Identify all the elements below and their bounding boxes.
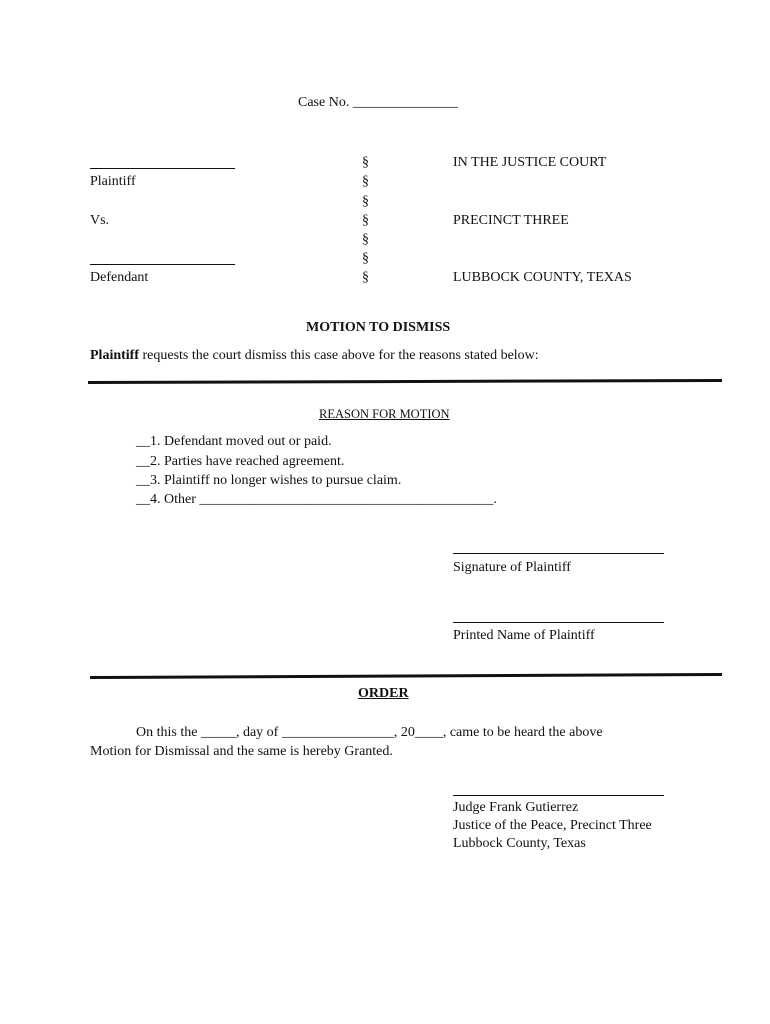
reason-option[interactable]: __4. Other __________________________________________.	[136, 492, 497, 507]
defendant-label: Defendant	[90, 270, 149, 285]
reason-heading: REASON FOR MOTION	[319, 407, 450, 421]
section-mark: §	[362, 232, 369, 247]
order-title: ORDER	[358, 686, 409, 701]
divider-rule	[88, 378, 722, 386]
section-mark: §	[362, 155, 369, 170]
section-mark: §	[362, 251, 369, 266]
order-text-line2: Motion for Dismissal and the same is hereby Granted.	[90, 744, 393, 759]
reason-option[interactable]: __1. Defendant moved out or paid.	[136, 434, 332, 449]
motion-intro	[90, 349, 539, 363]
order-text-line1: On this the _____, day of ________________, 20____, came to be heard the above	[136, 725, 603, 740]
motion-title: MOTION TO DISMISS	[306, 320, 451, 335]
case-number: Case No. _______________	[298, 95, 458, 110]
reason-option[interactable]: __3. Plaintiff no longer wishes to pursue claim.	[136, 473, 402, 488]
judge-location: Lubbock County, Texas	[453, 836, 586, 851]
court-county: LUBBOCK COUNTY, TEXAS	[453, 270, 632, 285]
signature-label: Signature of Plaintiff	[453, 560, 571, 575]
intro-plaintiff-bold: Plaintiff	[90, 348, 139, 363]
court-name: IN THE JUSTICE COURT	[453, 155, 607, 170]
intro-text: requests the court dismiss this case above for the reasons stated below:	[139, 348, 539, 363]
section-mark: §	[362, 213, 369, 228]
printed-name-line[interactable]	[453, 622, 664, 623]
printed-name-label: Printed Name of Plaintiff	[453, 628, 595, 643]
court-precinct: PRECINCT THREE	[453, 213, 569, 228]
judge-name: Judge Frank Gutierrez	[453, 800, 579, 815]
plaintiff-label: Plaintiff	[90, 174, 136, 189]
section-mark: §	[362, 194, 369, 209]
divider-rule	[90, 672, 722, 680]
section-mark: §	[362, 270, 369, 285]
judge-title: Justice of the Peace, Precinct Three	[453, 818, 652, 833]
plaintiff-name-line	[90, 168, 235, 169]
judge-signature-line[interactable]	[453, 795, 664, 796]
section-mark: §	[362, 174, 369, 189]
reason-option[interactable]: __2. Parties have reached agreement.	[136, 454, 345, 469]
defendant-name-line	[90, 264, 235, 265]
vs-label: Vs.	[90, 213, 110, 228]
signature-line[interactable]	[453, 553, 664, 554]
